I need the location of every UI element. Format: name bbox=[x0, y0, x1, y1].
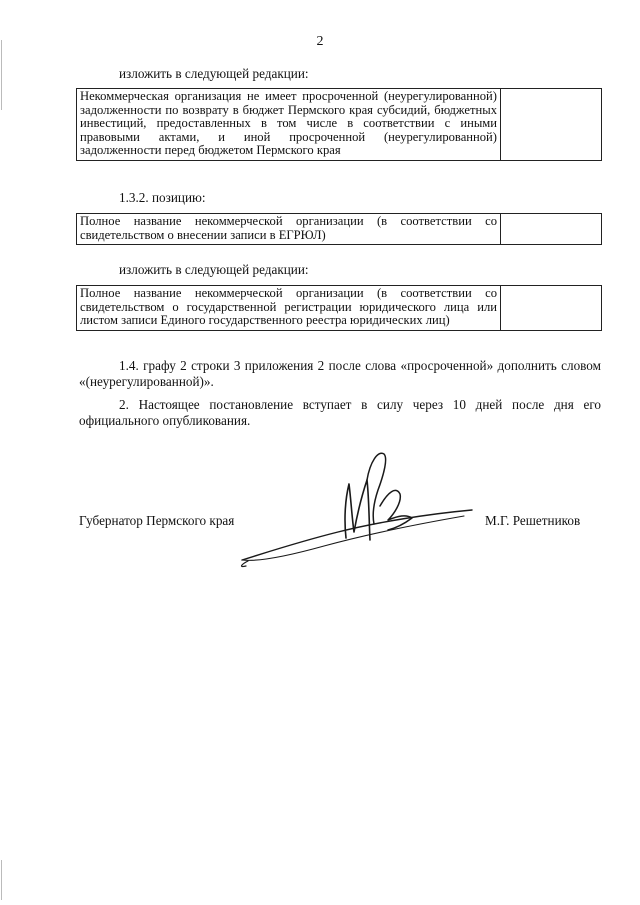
paragraph-edit-intro-1: изложить в следующей редакции: bbox=[119, 66, 309, 81]
paragraph-edit-intro-2: изложить в следующей редакции: bbox=[119, 262, 309, 277]
table-cell-text: Некоммерческая организация не имеет просроченной (неурегулированной) задолженности по возврату в бюджет Пермского края субсидий, бюджетных инвестиций, предоставленных в том числе в соответствии с иными правовыми актами, и иной просроченной (неурегулированной) задолженности перед бюджетом Пермского края bbox=[77, 89, 501, 161]
signatory-position: Губернатор Пермского края bbox=[79, 513, 235, 528]
table-cell-empty bbox=[501, 286, 602, 331]
paragraph-item-2: 2. Настоящее постановление вступает в силу через 10 дней после дня его официального опубликования. bbox=[79, 397, 601, 428]
table-row bbox=[77, 214, 602, 245]
table-new-position bbox=[76, 285, 602, 331]
table-cell-text: Полное название некоммерческой организации (в соответствии со свидетельством о государственной регистрации юридического лица или листом записи Единого государственного реестра юридических лиц) bbox=[77, 286, 501, 331]
handwritten-signature bbox=[228, 440, 478, 585]
table-old-position bbox=[76, 213, 602, 245]
page-number: 2 bbox=[316, 34, 324, 49]
table-cell-empty bbox=[501, 89, 602, 161]
signatory-name: М.Г. Решетников bbox=[485, 513, 581, 528]
table-new-wording-debt bbox=[76, 88, 602, 161]
scan-edge-mark bbox=[1, 40, 2, 110]
table-cell-empty bbox=[501, 214, 602, 245]
table-row bbox=[77, 89, 602, 161]
table-row bbox=[77, 286, 602, 331]
scan-edge-mark bbox=[1, 860, 2, 900]
paragraph-item-1-4: 1.4. графу 2 строки 3 приложения 2 после слова «просроченной» дополнить словом «(неурегулированной)». bbox=[79, 358, 601, 389]
table-cell-text: Полное название некоммерческой организации (в соответствии со свидетельством о внесении записи в ЕГРЮЛ) bbox=[77, 214, 501, 245]
paragraph-position-1-3-2: 1.3.2. позицию: bbox=[119, 190, 206, 205]
